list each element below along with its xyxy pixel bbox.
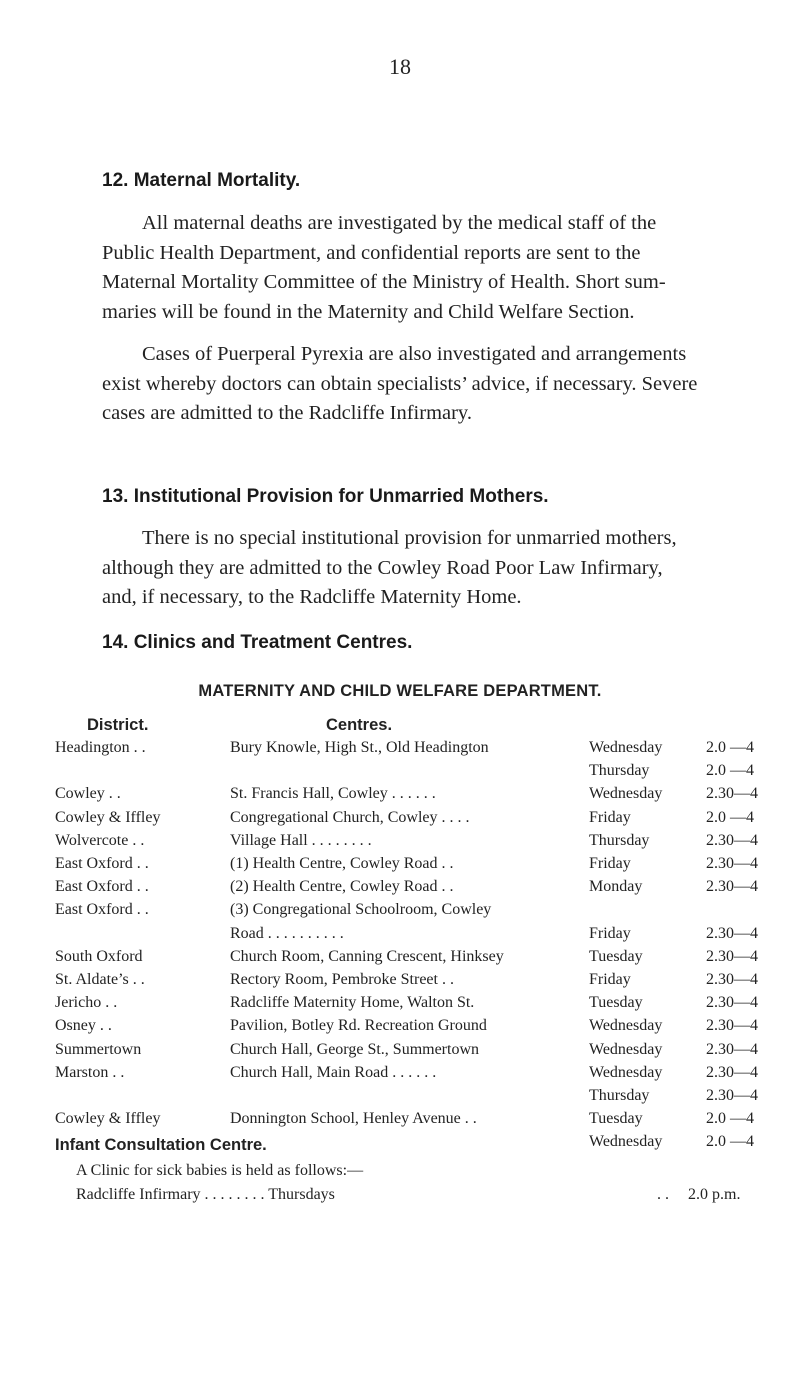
time-cell: 2.0 —4: [706, 762, 754, 779]
district-cell: East Oxford . .: [55, 878, 149, 895]
centre-cell: Rectory Room, Pembroke Street . .: [230, 971, 454, 988]
time-cell: 2.30—4: [706, 994, 758, 1011]
page-number: 18: [389, 54, 411, 79]
day-cell: Thursday: [589, 1087, 650, 1104]
district-cell: Cowley & Iffley: [55, 1110, 161, 1127]
centre-cell: St. Francis Hall, Cowley . . . . . .: [230, 785, 436, 802]
para-line: although they are admitted to the Cowley Road Poor Law Infirmary,: [102, 556, 663, 579]
time-cell: 2.30—4: [706, 855, 758, 872]
day-cell: Wednesday: [589, 1041, 663, 1058]
para-line: All maternal deaths are investigated by the medical staff of the: [142, 212, 657, 234]
centre-cell: Church Hall, George St., Summertown: [230, 1041, 480, 1058]
infant-intro: A Clinic for sick babies is held as follows:—: [76, 1162, 364, 1179]
centres-column-header: Centres.: [326, 716, 393, 734]
time-cell: 2.30—4: [706, 1087, 758, 1104]
day-cell: Thursday: [589, 762, 650, 779]
centre-cell: Pavilion, Botley Rd. Recreation Ground: [230, 1017, 487, 1034]
time-cell: 2.30—4: [706, 1064, 758, 1081]
district-cell: Jericho . .: [55, 994, 118, 1011]
infant-dots: . .: [657, 1186, 669, 1203]
day-cell: Wednesday: [589, 785, 663, 802]
time-cell: 2.30—4: [706, 832, 758, 849]
department-title: MATERNITY AND CHILD WELFARE DEPARTMENT.: [198, 682, 602, 700]
centre-cell: (1) Health Centre, Cowley Road . .: [230, 855, 454, 872]
unmarried-mothers-heading: 13. Institutional Provision for Unmarried Mothers.: [102, 486, 549, 507]
day-cell: Friday: [589, 809, 631, 826]
day-cell: Tuesday: [589, 1110, 643, 1127]
day-cell: Wednesday: [589, 1064, 663, 1081]
maternal-mortality-paragraph: [102, 209, 750, 327]
centre-cell: Bury Knowle, High St., Old Headington: [230, 739, 489, 756]
time-cell: 2.30—4: [706, 785, 758, 802]
centre-cell: (2) Health Centre, Cowley Road . .: [230, 878, 454, 895]
day-cell: Friday: [589, 971, 631, 988]
day-cell: Thursday: [589, 832, 650, 849]
centre-cell: Congregational Church, Cowley . . . .: [230, 809, 470, 826]
district-cell: Marston . .: [55, 1064, 125, 1081]
centre-cell: Church Hall, Main Road . . . . . .: [230, 1064, 437, 1081]
centre-cell: Radcliffe Maternity Home, Walton St.: [230, 994, 475, 1011]
centre-cell: Donnington School, Henley Avenue . .: [230, 1110, 477, 1127]
time-cell: 2.0 —4: [706, 1133, 754, 1150]
infant-consultation-heading: Infant Consultation Centre.: [55, 1136, 267, 1154]
centre-cell: (3) Congregational Schoolroom, Cowley: [230, 901, 492, 918]
time-cell: 2.30—4: [706, 925, 758, 942]
day-cell: Wednesday: [589, 739, 663, 756]
clinics-heading: 14. Clinics and Treatment Centres.: [102, 632, 413, 653]
district-cell: Cowley . .: [55, 785, 121, 802]
time-cell: 2.0 —4: [706, 1110, 754, 1127]
puerperal-pyrexia-paragraph: [102, 340, 750, 429]
district-cell: East Oxford . .: [55, 901, 149, 918]
centre-cell: Church Room, Canning Crescent, Hinksey: [230, 948, 504, 965]
district-column-header: District.: [87, 716, 149, 734]
time-cell: 2.0 —4: [706, 809, 754, 826]
day-cell: Wednesday: [589, 1017, 663, 1034]
district-cell: Wolvercote . .: [55, 832, 145, 849]
time-cell: 2.30—4: [706, 878, 758, 895]
day-cell: Monday: [589, 878, 643, 895]
para-line: Public Health Department, and confidential reports are sent to the: [102, 241, 641, 264]
unmarried-mothers-paragraph: [102, 524, 750, 613]
district-cell: St. Aldate’s . .: [55, 971, 145, 988]
infant-time: 2.0 p.m.: [688, 1186, 741, 1203]
para-line: Cases of Puerperal Pyrexia are also investigated and arrangements: [142, 343, 687, 365]
centre-cell: Road . . . . . . . . . .: [230, 925, 344, 942]
district-cell: Headington . .: [55, 739, 146, 756]
district-cell: East Oxford . .: [55, 855, 149, 872]
day-cell: Friday: [589, 925, 631, 942]
para-line: There is no special institutional provision for unmarried mothers,: [142, 527, 677, 549]
district-cell: Cowley & Iffley: [55, 809, 161, 826]
para-line: Maternal Mortality Committee of the Ministry of Health. Short sum-: [102, 271, 666, 293]
day-cell: Wednesday: [589, 1133, 663, 1150]
district-cell: Osney . .: [55, 1017, 112, 1034]
time-cell: 2.30—4: [706, 948, 758, 965]
day-cell: Tuesday: [589, 948, 643, 965]
para-line: exist whereby doctors can obtain specialists’ advice, if necessary. Severe: [102, 372, 698, 395]
day-cell: Tuesday: [589, 994, 643, 1011]
para-line: cases are admitted to the Radcliffe Infirmary.: [102, 402, 472, 424]
centre-cell: Village Hall . . . . . . . .: [230, 832, 372, 849]
time-cell: 2.0 —4: [706, 739, 754, 756]
time-cell: 2.30—4: [706, 1017, 758, 1034]
time-cell: 2.30—4: [706, 971, 758, 988]
para-line: maries will be found in the Maternity and Child Welfare Section.: [102, 300, 635, 323]
district-cell: Summertown: [55, 1041, 142, 1058]
time-cell: 2.30—4: [706, 1041, 758, 1058]
maternal-mortality-heading: 12. Maternal Mortality.: [102, 170, 301, 191]
infant-place-day: Radcliffe Infirmary . . . . . . . . Thursdays: [76, 1186, 335, 1203]
day-cell: Friday: [589, 855, 631, 872]
para-line: and, if necessary, to the Radcliffe Maternity Home.: [102, 586, 522, 608]
district-cell: South Oxford: [55, 948, 143, 965]
